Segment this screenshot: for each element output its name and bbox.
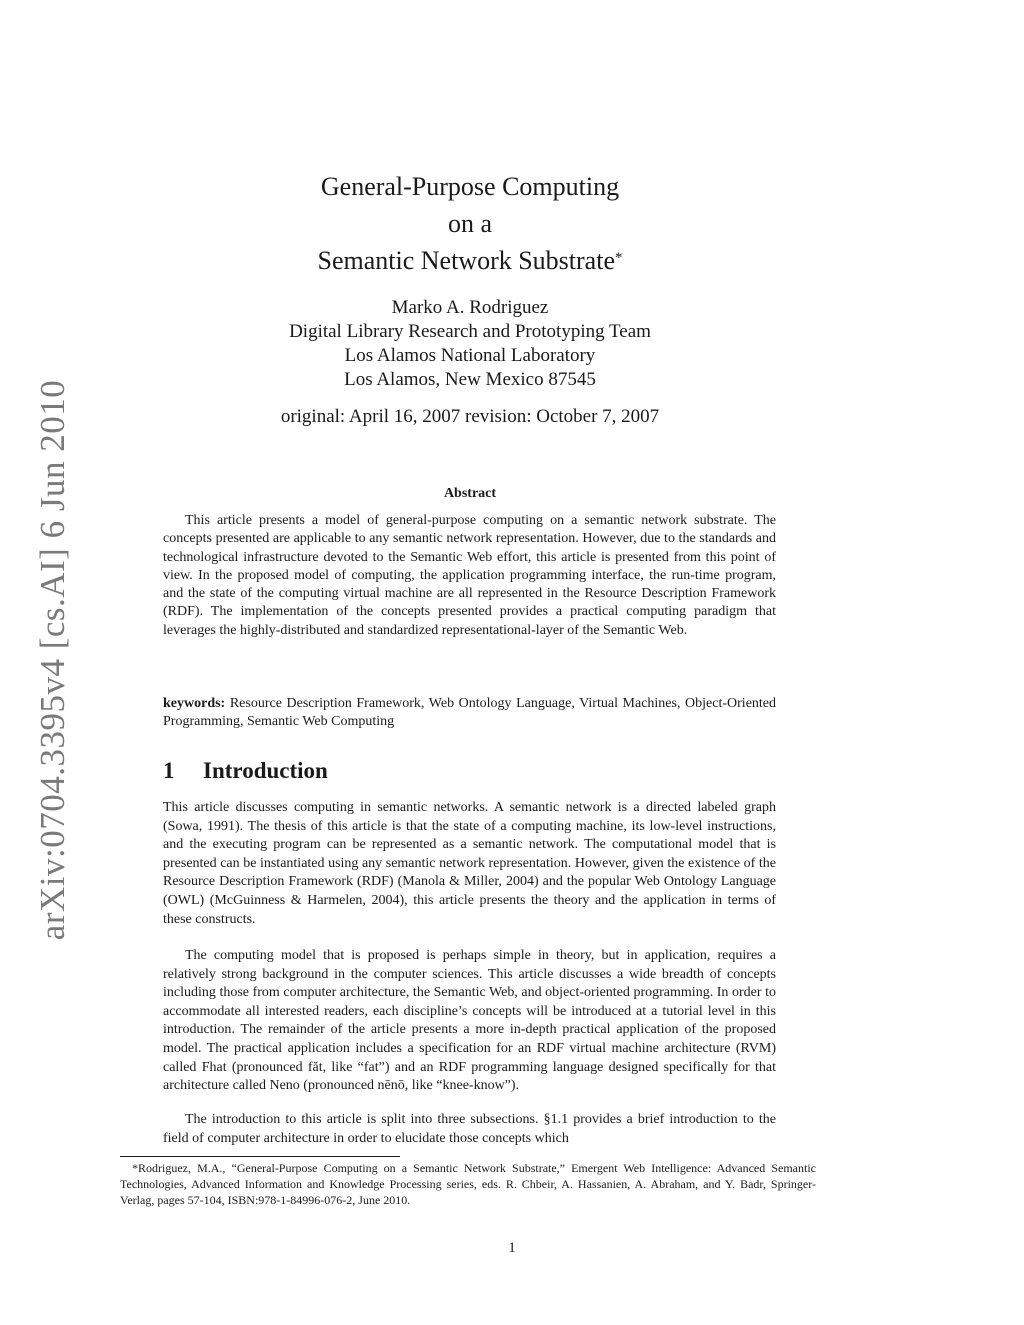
revision-dates: original: April 16, 2007 revision: October 7, 2007 — [280, 406, 660, 427]
footnote-divider — [120, 1156, 400, 1157]
intro-paragraph: The computing model that is proposed is perhaps simple in theory, but in application, requires a relatively strong background in the computer sciences. This article discusses a wide breadth of concepts including those from computer architecture, the Semantic Web, and object-oriented programming. In order to accommodate all interested readers, each discipline’s concepts will be introduced at a tutorial level in this introduction. The remainder of the article presents a more in-depth practical application of the proposed model. The practical application includes a specification for an RDF virtual machine architecture (RVM) called Fhat (pronounced făt, like “fat”) and an RDF programming language designed specifically for that architecture called Neno (pronounced nēnō, like “knee-know”). — [163, 948, 776, 1094]
paper-title — [160, 168, 780, 279]
title-line-3-text: Semantic Network Substrate — [317, 246, 615, 275]
section-number: 1 — [163, 758, 175, 783]
author-lab: Los Alamos National Laboratory — [344, 345, 596, 366]
author-block — [160, 296, 780, 392]
author-name: Marko A. Rodriguez — [391, 297, 549, 318]
author-team: Digital Library Research and Prototyping Team — [289, 321, 651, 342]
footnote: *Rodriguez, M.A., “General-Purpose Computing on a Semantic Network Substrate,” Emergent Web Intelligence: Advanced Semantic Technologies, Advanced Information and Knowledge Processing series, eds. R. Chbeir, A. Hassanien, A. Abraham, and Y. Badr, Springer-Verlag, pages 57-104, ISBN:978-1-84996-076-2, June 2010. — [120, 1161, 816, 1208]
keywords — [163, 695, 776, 732]
keywords-text: Resource Description Framework, Web Ontology Language, Virtual Machines, Object-Oriented Programming, Semantic Web Computing — [163, 696, 777, 730]
title-line-3 — [160, 242, 780, 279]
keywords-label: keywords: — [163, 696, 226, 711]
abstract-body: This article presents a model of general-purpose computing on a semantic network substrate. The concepts presented are applicable to any semantic network representation. However, due to the standards and technological infrastructure devoted to the Semantic Web effort, this article is presented from this point of view. In the proposed model of computing, the application programming interface, the run-time program, and the state of the computing virtual machine are all represented in the Resource Description Framework (RDF). The implementation of the concepts presented provides a practical computing paradigm that leverages the highly-distributed and standardized representational-layer of the Semantic Web. — [163, 513, 776, 638]
section-heading — [163, 758, 328, 784]
arxiv-identifier: arXiv:0704.3395v4 [cs.AI] 6 Jun 2010 — [33, 379, 72, 941]
title-line-2: on a — [447, 209, 493, 238]
intro-paragraph: The introduction to this article is split into three subsections. §1.1 provides a brief introduction to the field of computer architecture in order to elucidate those concepts which — [163, 1112, 776, 1146]
abstract-heading: Abstract — [443, 486, 497, 501]
title-footnote-mark: * — [615, 250, 623, 266]
page-number: 1 — [508, 1240, 516, 1256]
section-title: Introduction — [203, 758, 328, 783]
title-line-1: General-Purpose Computing — [320, 172, 620, 201]
author-address: Los Alamos, New Mexico 87545 — [344, 369, 596, 390]
intro-paragraph: This article discusses computing in semantic networks. A semantic network is a directed labeled graph (Sowa, 1991). The thesis of this article is that the state of a computing machine, its low-level instructions, and the executing program can be represented as a semantic network. The computational model that is presented can be instantiated using any semantic network representation. However, given the existence of the Resource Description Framework (RDF) (Manola & Miller, 2004) and the popular Web Ontology Language (OWL) (McGuinness & Harmelen, 2004), this article presents the theory and the application in terms of these constructs. — [163, 800, 776, 927]
